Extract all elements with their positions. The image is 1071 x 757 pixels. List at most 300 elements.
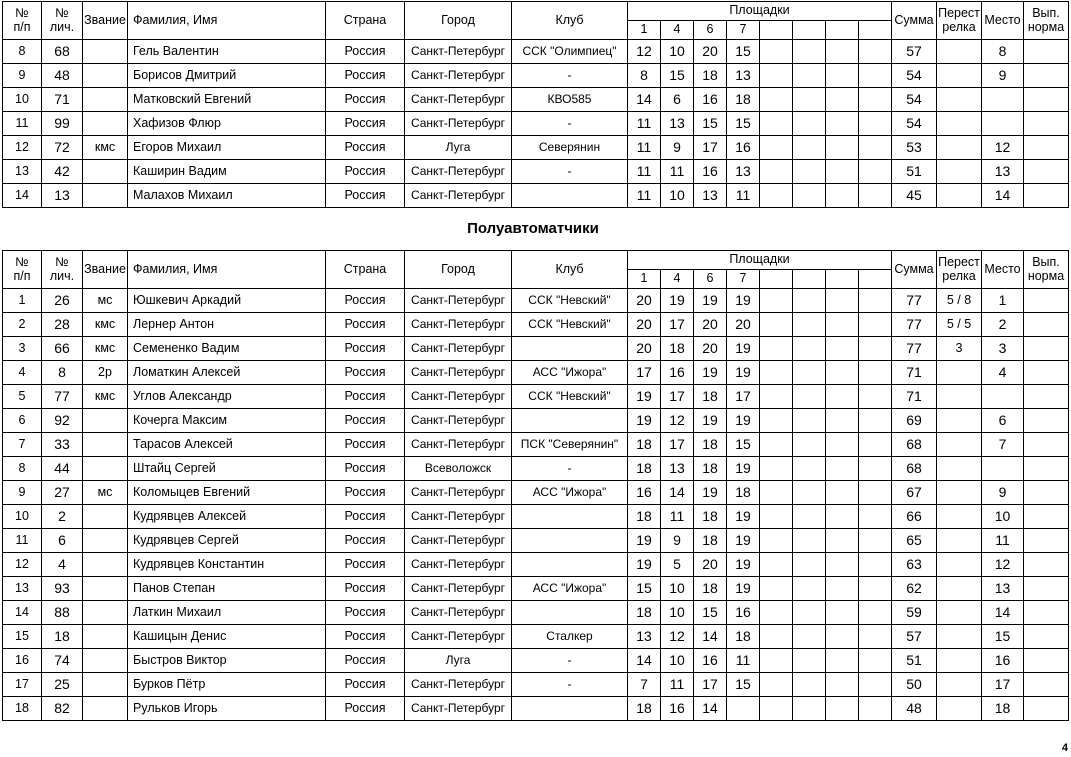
site-6-score: 19: [694, 361, 727, 385]
site-empty-cell: [793, 313, 826, 337]
site-7-score: 19: [727, 529, 760, 553]
site-4-score: 11: [661, 505, 694, 529]
club-cell: [512, 184, 628, 208]
rank-cell: кмс: [83, 313, 128, 337]
country-cell: Россия: [326, 337, 405, 361]
site-empty-cell: [793, 529, 826, 553]
club-cell: ССК "Невский": [512, 313, 628, 337]
table-row: [3, 409, 1069, 433]
site-7-score: 17: [727, 385, 760, 409]
club-cell: [512, 697, 628, 721]
site-empty-cell: [760, 481, 793, 505]
rank-cell: [83, 409, 128, 433]
city-cell: Санкт-Петербург: [405, 361, 512, 385]
place-cell: 8: [982, 40, 1024, 64]
place-cell: 18: [982, 697, 1024, 721]
shootoff-cell: 5 / 5: [937, 313, 982, 337]
rank-cell: [83, 697, 128, 721]
site-7-score: 19: [727, 361, 760, 385]
sum-cell: 50: [892, 673, 937, 697]
sum-cell: 69: [892, 409, 937, 433]
license-number: 26: [42, 289, 83, 313]
row-number: 15: [3, 625, 42, 649]
sum-cell: 63: [892, 553, 937, 577]
site-7-score: 18: [727, 625, 760, 649]
club-cell: [512, 529, 628, 553]
header-num-lich-line2: лич.: [49, 268, 75, 283]
club-cell: [512, 337, 628, 361]
sum-cell: 62: [892, 577, 937, 601]
name-cell: Семененко Вадим: [128, 337, 326, 361]
club-cell: ССК "Невский": [512, 385, 628, 409]
city-cell: Санкт-Петербург: [405, 553, 512, 577]
sum-cell: 71: [892, 361, 937, 385]
country-cell: Россия: [326, 601, 405, 625]
norm-cell: [1024, 409, 1069, 433]
table-row: [3, 313, 1069, 337]
site-empty-cell: [859, 433, 892, 457]
header-norm-line1: Вып.: [1032, 6, 1060, 21]
site-4-score: 15: [661, 64, 694, 88]
sum-cell: 45: [892, 184, 937, 208]
site-empty-cell: [826, 577, 859, 601]
license-number: 99: [42, 112, 83, 136]
shootoff-cell: [937, 160, 982, 184]
country-cell: Россия: [326, 697, 405, 721]
site-1-score: 11: [628, 112, 661, 136]
shootoff-cell: [937, 481, 982, 505]
site-empty-cell: [793, 505, 826, 529]
row-number: 17: [3, 673, 42, 697]
rank-cell: [83, 673, 128, 697]
header-site-4: 4: [661, 21, 694, 40]
country-cell: Россия: [326, 64, 405, 88]
name-cell: Кудрявцев Алексей: [128, 505, 326, 529]
header-num-pp: [3, 2, 42, 40]
header-city: Город: [405, 2, 512, 40]
site-6-score: 18: [694, 577, 727, 601]
site-empty-cell: [760, 160, 793, 184]
site-1-score: 11: [628, 136, 661, 160]
club-cell: ПСК "Северянин": [512, 433, 628, 457]
site-1-score: 20: [628, 289, 661, 313]
rank-cell: кмс: [83, 385, 128, 409]
site-empty-cell: [826, 601, 859, 625]
site-empty-cell: [826, 289, 859, 313]
site-empty-cell: [760, 361, 793, 385]
sum-cell: 77: [892, 313, 937, 337]
site-1-score: 19: [628, 385, 661, 409]
license-number: 28: [42, 313, 83, 337]
site-6-score: 17: [694, 136, 727, 160]
norm-cell: [1024, 385, 1069, 409]
site-empty-cell: [859, 409, 892, 433]
site-1-score: 20: [628, 337, 661, 361]
site-4-score: 9: [661, 529, 694, 553]
site-empty-cell: [859, 481, 892, 505]
table-row: [3, 601, 1069, 625]
header-norm: [1024, 2, 1069, 40]
city-cell: Санкт-Петербург: [405, 160, 512, 184]
site-7-score: [727, 697, 760, 721]
city-cell: Санкт-Петербург: [405, 577, 512, 601]
club-cell: [512, 553, 628, 577]
rank-cell: мс: [83, 289, 128, 313]
site-7-score: 15: [727, 673, 760, 697]
site-7-score: 19: [727, 289, 760, 313]
site-4-score: 10: [661, 649, 694, 673]
norm-cell: [1024, 433, 1069, 457]
site-empty-cell: [826, 112, 859, 136]
name-cell: Хафизов Флюр: [128, 112, 326, 136]
site-empty-cell: [826, 184, 859, 208]
license-number: 33: [42, 433, 83, 457]
table-row: [3, 457, 1069, 481]
site-1-score: 19: [628, 409, 661, 433]
site-empty-cell: [826, 88, 859, 112]
name-cell: Лернер Антон: [128, 313, 326, 337]
city-cell: Санкт-Петербург: [405, 697, 512, 721]
rank-cell: мс: [83, 481, 128, 505]
city-cell: Санкт-Петербург: [405, 433, 512, 457]
norm-cell: [1024, 184, 1069, 208]
sum-cell: 59: [892, 601, 937, 625]
country-cell: Россия: [326, 112, 405, 136]
site-1-score: 14: [628, 88, 661, 112]
site-4-score: 19: [661, 289, 694, 313]
section-title: Полуавтоматчики: [467, 220, 599, 237]
site-6-score: 16: [694, 649, 727, 673]
norm-cell: [1024, 673, 1069, 697]
norm-cell: [1024, 529, 1069, 553]
table-row: [3, 64, 1069, 88]
site-empty-cell: [760, 505, 793, 529]
name-cell: Бурков Пётр: [128, 673, 326, 697]
site-7-score: 19: [727, 409, 760, 433]
site-empty-cell: [826, 649, 859, 673]
table-row: [3, 481, 1069, 505]
site-7-score: 19: [727, 457, 760, 481]
site-7-score: 19: [727, 505, 760, 529]
site-empty-cell: [760, 529, 793, 553]
site-6-score: 18: [694, 433, 727, 457]
sum-cell: 71: [892, 385, 937, 409]
shootoff-cell: 3: [937, 337, 982, 361]
site-1-score: 7: [628, 673, 661, 697]
city-cell: Санкт-Петербург: [405, 409, 512, 433]
header-num-pp-line2: п/п: [13, 268, 31, 283]
site-1-score: 20: [628, 313, 661, 337]
site-empty-cell: [859, 601, 892, 625]
license-number: 71: [42, 88, 83, 112]
name-cell: Каширин Вадим: [128, 160, 326, 184]
site-empty-cell: [793, 361, 826, 385]
site-1-score: 16: [628, 481, 661, 505]
site-4-score: 18: [661, 337, 694, 361]
license-number: 88: [42, 601, 83, 625]
license-number: 74: [42, 649, 83, 673]
country-cell: Россия: [326, 88, 405, 112]
site-empty-cell: [760, 457, 793, 481]
site-empty-cell: [826, 409, 859, 433]
header-rank: Звание: [83, 251, 128, 289]
sum-cell: 54: [892, 112, 937, 136]
name-cell: Штайц Сергей: [128, 457, 326, 481]
row-number: 12: [3, 136, 42, 160]
header-site-empty: [826, 270, 859, 289]
header-shootoff-line1: Перест: [938, 6, 980, 21]
license-number: 25: [42, 673, 83, 697]
license-number: 68: [42, 40, 83, 64]
site-7-score: 20: [727, 313, 760, 337]
site-empty-cell: [793, 289, 826, 313]
shootoff-cell: [937, 112, 982, 136]
norm-cell: [1024, 160, 1069, 184]
site-4-score: 14: [661, 481, 694, 505]
city-cell: Санкт-Петербург: [405, 673, 512, 697]
table-row: [3, 289, 1069, 313]
site-6-score: 19: [694, 289, 727, 313]
site-empty-cell: [826, 505, 859, 529]
license-number: 48: [42, 64, 83, 88]
place-cell: 9: [982, 64, 1024, 88]
country-cell: Россия: [326, 385, 405, 409]
site-empty-cell: [760, 289, 793, 313]
country-cell: Россия: [326, 649, 405, 673]
site-6-score: 20: [694, 553, 727, 577]
rank-cell: [83, 505, 128, 529]
site-7-score: 18: [727, 88, 760, 112]
site-empty-cell: [760, 697, 793, 721]
shootoff-cell: [937, 625, 982, 649]
table-row: [3, 88, 1069, 112]
club-cell: АСС "Ижора": [512, 481, 628, 505]
table-row: [3, 505, 1069, 529]
site-4-score: 17: [661, 313, 694, 337]
place-cell: [982, 385, 1024, 409]
site-empty-cell: [760, 409, 793, 433]
row-number: 6: [3, 409, 42, 433]
header-site-empty: [793, 270, 826, 289]
header-site-1: 1: [628, 21, 661, 40]
header-num-lich: [42, 2, 83, 40]
site-empty-cell: [793, 409, 826, 433]
club-cell: -: [512, 649, 628, 673]
shootoff-cell: [937, 409, 982, 433]
header-shootoff-line2: релка: [942, 19, 976, 34]
site-empty-cell: [760, 673, 793, 697]
city-cell: Санкт-Петербург: [405, 289, 512, 313]
site-empty-cell: [760, 136, 793, 160]
site-empty-cell: [859, 673, 892, 697]
header-norm: [1024, 251, 1069, 289]
license-number: 72: [42, 136, 83, 160]
header-site-empty: [760, 270, 793, 289]
sum-cell: 77: [892, 289, 937, 313]
shootoff-cell: [937, 40, 982, 64]
table-row: [3, 553, 1069, 577]
club-cell: АСС "Ижора": [512, 361, 628, 385]
license-number: 27: [42, 481, 83, 505]
rank-cell: [83, 553, 128, 577]
header-sum: Сумма: [892, 2, 937, 40]
norm-cell: [1024, 361, 1069, 385]
club-cell: [512, 505, 628, 529]
site-empty-cell: [859, 457, 892, 481]
site-empty-cell: [793, 553, 826, 577]
results-table-2: [2, 250, 1069, 721]
site-6-score: 18: [694, 505, 727, 529]
site-7-score: 11: [727, 184, 760, 208]
city-cell: Санкт-Петербург: [405, 313, 512, 337]
city-cell: Санкт-Петербург: [405, 40, 512, 64]
site-4-score: 10: [661, 577, 694, 601]
header-site-empty: [760, 21, 793, 40]
header-club: Клуб: [512, 2, 628, 40]
name-cell: Панов Степан: [128, 577, 326, 601]
site-4-score: 16: [661, 697, 694, 721]
header-shootoff-line1: Перест: [938, 255, 980, 270]
site-6-score: 19: [694, 409, 727, 433]
row-number: 12: [3, 553, 42, 577]
place-cell: 17: [982, 673, 1024, 697]
site-6-score: 19: [694, 481, 727, 505]
shootoff-cell: [937, 505, 982, 529]
norm-cell: [1024, 136, 1069, 160]
row-number: 13: [3, 160, 42, 184]
site-empty-cell: [793, 625, 826, 649]
header-place: Место: [982, 251, 1024, 289]
sum-cell: 68: [892, 433, 937, 457]
row-number: 14: [3, 184, 42, 208]
place-cell: 11: [982, 529, 1024, 553]
header-site-empty: [859, 270, 892, 289]
city-cell: Луга: [405, 136, 512, 160]
sum-cell: 57: [892, 625, 937, 649]
site-empty-cell: [859, 313, 892, 337]
table-1-body: [3, 2, 1069, 208]
site-1-score: 19: [628, 553, 661, 577]
header-place: Место: [982, 2, 1024, 40]
results-table-1: [2, 1, 1069, 208]
city-cell: Санкт-Петербург: [405, 625, 512, 649]
site-1-score: 12: [628, 40, 661, 64]
table-row: [3, 160, 1069, 184]
rank-cell: [83, 64, 128, 88]
site-4-score: 10: [661, 184, 694, 208]
table-row: [3, 625, 1069, 649]
table-2-body: [3, 251, 1069, 721]
site-empty-cell: [826, 337, 859, 361]
norm-cell: [1024, 481, 1069, 505]
sum-cell: 53: [892, 136, 937, 160]
site-empty-cell: [859, 697, 892, 721]
row-number: 13: [3, 577, 42, 601]
site-7-score: 13: [727, 64, 760, 88]
norm-cell: [1024, 625, 1069, 649]
site-empty-cell: [859, 184, 892, 208]
rank-cell: [83, 649, 128, 673]
shootoff-cell: [937, 697, 982, 721]
club-cell: -: [512, 112, 628, 136]
site-4-score: 11: [661, 673, 694, 697]
site-1-score: 19: [628, 529, 661, 553]
header-country: Страна: [326, 2, 405, 40]
shootoff-cell: [937, 457, 982, 481]
city-cell: Санкт-Петербург: [405, 184, 512, 208]
norm-cell: [1024, 40, 1069, 64]
city-cell: Санкт-Петербург: [405, 337, 512, 361]
club-cell: КВО585: [512, 88, 628, 112]
row-number: 9: [3, 64, 42, 88]
site-6-score: 14: [694, 697, 727, 721]
header-site-7: 7: [727, 270, 760, 289]
city-cell: Санкт-Петербург: [405, 88, 512, 112]
license-number: 2: [42, 505, 83, 529]
country-cell: Россия: [326, 361, 405, 385]
header-sites: Площадки: [628, 251, 892, 270]
header-country: Страна: [326, 251, 405, 289]
license-number: 66: [42, 337, 83, 361]
site-1-score: 15: [628, 577, 661, 601]
site-empty-cell: [826, 529, 859, 553]
site-4-score: 9: [661, 136, 694, 160]
place-cell: 4: [982, 361, 1024, 385]
sum-cell: 48: [892, 697, 937, 721]
name-cell: Быстров Виктор: [128, 649, 326, 673]
site-4-score: 6: [661, 88, 694, 112]
place-cell: 14: [982, 184, 1024, 208]
header-site-6: 6: [694, 21, 727, 40]
country-cell: Россия: [326, 433, 405, 457]
shootoff-cell: [937, 577, 982, 601]
rank-cell: [83, 601, 128, 625]
header-norm-line1: Вып.: [1032, 255, 1060, 270]
row-number: 3: [3, 337, 42, 361]
club-cell: -: [512, 673, 628, 697]
site-empty-cell: [859, 553, 892, 577]
site-empty-cell: [859, 577, 892, 601]
rank-cell: [83, 184, 128, 208]
site-empty-cell: [859, 529, 892, 553]
place-cell: [982, 88, 1024, 112]
rank-cell: 2р: [83, 361, 128, 385]
header-site-empty: [793, 21, 826, 40]
header-site-empty: [859, 21, 892, 40]
name-cell: Ломаткин Алексей: [128, 361, 326, 385]
header-club: Клуб: [512, 251, 628, 289]
site-empty-cell: [826, 673, 859, 697]
shootoff-cell: [937, 88, 982, 112]
row-number: 2: [3, 313, 42, 337]
table-row: [3, 697, 1069, 721]
header-num-pp-line2: п/п: [13, 19, 31, 34]
rank-cell: [83, 529, 128, 553]
name-cell: Гель Валентин: [128, 40, 326, 64]
site-empty-cell: [760, 553, 793, 577]
rank-cell: кмс: [83, 136, 128, 160]
name-cell: Юшкевич Аркадий: [128, 289, 326, 313]
sum-cell: 54: [892, 64, 937, 88]
row-number: 7: [3, 433, 42, 457]
norm-cell: [1024, 64, 1069, 88]
header-num-pp: [3, 251, 42, 289]
place-cell: 13: [982, 577, 1024, 601]
site-6-score: 16: [694, 160, 727, 184]
country-cell: Россия: [326, 457, 405, 481]
header-site-empty: [826, 21, 859, 40]
norm-cell: [1024, 649, 1069, 673]
